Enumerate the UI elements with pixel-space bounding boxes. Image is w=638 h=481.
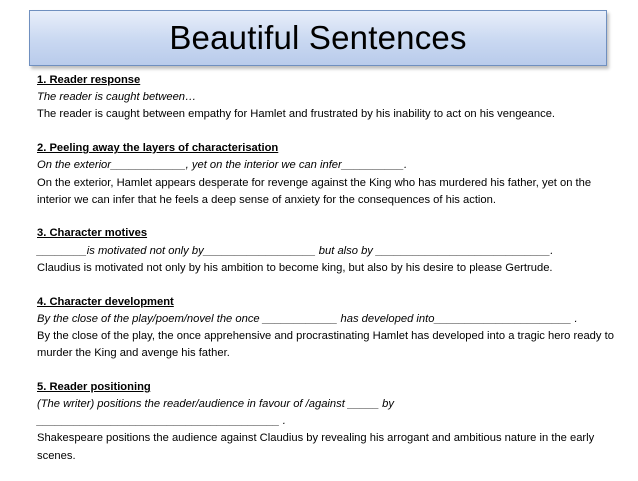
section-template: (The writer) positions the reader/audience in favour of /against _____ by _______________________________________ . <box>37 398 394 428</box>
sentence-list <box>37 72 617 481</box>
section-heading: 3. Character motives <box>37 227 148 240</box>
section-example: Shakespeare positions the audience against Claudius by revealing his arrogant and ambitious nature in the early scenes. <box>37 432 595 462</box>
section-example: The reader is caught between empathy for Hamlet and frustrated by his inability to act on his vengeance. <box>37 108 556 121</box>
section-heading: 5. Reader positioning <box>37 380 151 393</box>
section-example: Claudius is motivated not only by his ambition to become king, but also by his desire to please Gertrude. <box>37 261 553 274</box>
section-reader-positioning <box>37 379 617 465</box>
section-template: On the exterior____________, yet on the interior we can infer__________. <box>37 159 408 172</box>
section-template: The reader is caught between… <box>37 91 197 104</box>
section-heading: 2. Peeling away the layers of characterisation <box>37 142 279 155</box>
section-example: By the close of the play, the once apprehensive and procrastinating Hamlet has developed into a tragic hero ready to murder the King and avenge his father. <box>37 329 614 360</box>
section-character-motives <box>37 225 617 277</box>
section-character-development <box>37 294 617 363</box>
section-reader-response <box>37 72 617 124</box>
section-peeling-away <box>37 140 617 209</box>
section-template: By the close of the play/poem/novel the once ____________ has developed into______________________ . <box>37 312 578 325</box>
section-heading: 1. Reader response <box>37 74 141 86</box>
section-template: ________is motivated not only by__________________ but also by ____________________________. <box>37 244 554 257</box>
title-banner <box>29 10 607 66</box>
section-heading: 4. Character development <box>37 295 174 308</box>
section-example: On the exterior, Hamlet appears desperate for revenge against the King who has murdered his father, yet on the interior we can infer that he feels a deep sense of anxiety for the consequences of his action. <box>37 176 592 206</box>
page-title: Beautiful Sentences <box>169 19 467 56</box>
